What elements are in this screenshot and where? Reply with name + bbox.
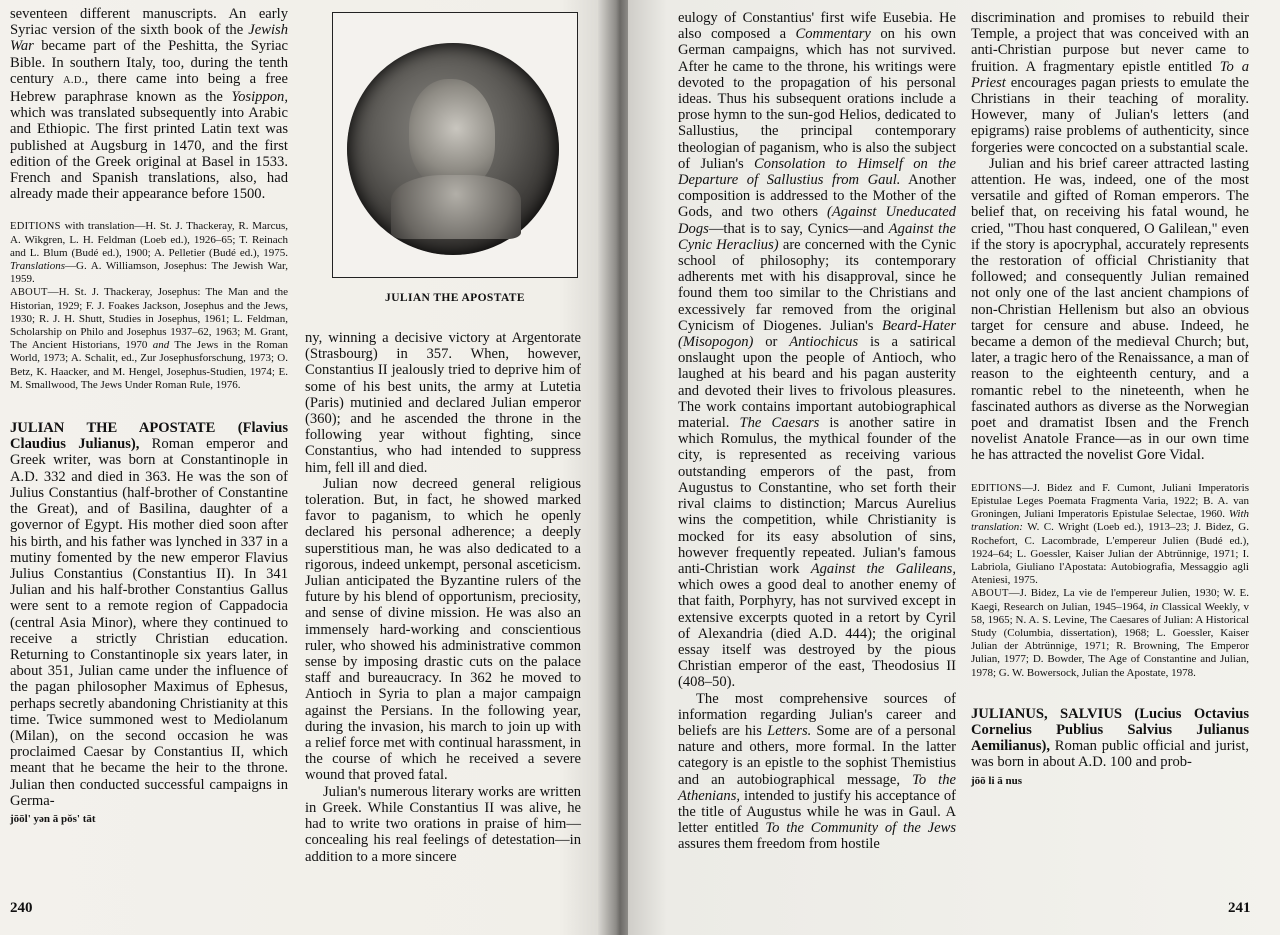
pronunciation: jōō li ā nus — [971, 774, 1023, 787]
paragraph: Julian's numerous literary works are written in Greek. While Constantius II was alive, he had to write two orations in praise of him—concealing his real feelings of detestation—in addition to a more sincere — [305, 783, 581, 865]
right-column-2 — [971, 10, 1249, 789]
paragraph: The most comprehensive sources of information regarding Julian's career and beliefs are his Letters. Some are of a personal nature and others, more formal. In the latter category is an epistle to the sophist Themistius and an autobiographical message, To the Athenians, intended to justify his acceptance of the title of Augustus while he was in Gaul. A letter entitled To the Community of the Jews assures them freedom from hostile — [678, 690, 957, 853]
julian-bibliography — [971, 482, 1249, 680]
coin-frame — [332, 12, 578, 278]
page-number: 240 — [10, 900, 33, 916]
coin-illustration — [332, 12, 578, 322]
paragraph: discrimination and promises to rebuild their Temple, a project that was conceived with an anti-Christian purpose but never came to fruition. A fragmentary epistle entitled To a Priest encourages pagan priests to emulate the Christians in their teaching of morality. However, many of Julian's letters (and epigrams) raise problems of authenticity, since forgeries were concocted on a substantial scale. — [971, 10, 1249, 156]
coin-image — [347, 43, 559, 255]
page-number: 241 — [1228, 900, 1251, 916]
editions-entry: EDITIONS with translation—H. St. J. Thackeray, R. Marcus, A. Wikgren, L. H. Feldman (Loeb ed.), 1926–65; T. Reinach and L. Blum (Budé ed.), 1900; A. Pelletier (Budé ed.), 1975. Translations—G. A. Williamson, Josephus: The Jewish War, 1959. — [10, 220, 288, 286]
about-entry: ABOUT—J. Bidez, La vie de l'empereur Julien, 1930; W. E. Kaegi, Research on Julian, 1945–1964, in Classical Weekly, v 58, 1965; N. A. S. Levine, The Caesares of Julian: A Historical Study (Columbia, dissertation), 1968; L. Goessler, Kaiser Julian der Abtrünnige, 1971; R. Browning, The Emperor Julian, 1977; D. Bowder, The Age of Constantine and Julian, 1978; G. W. Bowersock, Julian the Apostate, 1978. — [971, 587, 1249, 679]
entry-heading: JULIAN THE APOSTATE (Flavius Claudius Julianus), — [10, 420, 288, 453]
paragraph: ny, winning a decisive victory at Argentorate (Strasbourg) in 357. When, however, Constantius II jealously tried to deprive him of some of his best units, the army at Lutetia (Paris) mutinied and declared Julian emperor (360); and he ascended the throne in the following year without fighting, since Constantius, who had intended to suppress him, fell ill and died. — [305, 330, 581, 476]
paragraph: Julian and his brief career attracted lasting attention. He was, indeed, one of the most versatile and gifted of Roman emperors. The belief that, on receiving his fatal wound, he cried, "Thou hast conquered, O Galilean," even if the story is apocryphal, accurately represents the restoration of official Christianity that followed; and consequently Julian remained not only one of the last ancient champions of non-Christian Hellenism but also an obvious target for censure and abuse. Indeed, he became a demon of the medieval Church; but, later, a tragic hero of the Renaissance, a man of reason to the eighteenth century, and a romantic rebel to the nineteenth, when he fascinated authors as diverse as the Norwegian poet and dramatist Ibsen and the French novelist Anatole France—as in our own time he has attracted the novelist Gore Vidal. — [971, 155, 1249, 464]
left-column-2 — [305, 330, 581, 865]
josephus-bibliography — [10, 220, 288, 392]
right-page — [628, 0, 1280, 935]
coin-portrait-head — [409, 79, 495, 189]
pronunciation: jōōl' yən ā pŏs' tāt — [10, 812, 96, 825]
josephus-paragraph: seventeen different manuscripts. An early Syriac version of the sixth book of the Jewish War became part of the Peshitta, the Syriac Bible. In southern Italy, too, during the tenth century A.D., there came into being a free Hebrew paraphrase known as the Yosippon, which was translated subsequently into Arabic and Ethiopic. The first printed Latin text was published at Augsburg in 1470, and the first edition of the Greek original at Basel in 1533. French and Spanish translations, also, had already made their appearance before 1500. — [10, 6, 288, 203]
figure-caption: JULIAN THE APOSTATE — [385, 292, 525, 304]
paragraph: eulogy of Constantius' first wife Eusebia. He also composed a Commentary on his own German campaigns, which has not survived. After he came to the throne, his writings were devoted to the propagation of his personal ideas. Thus his subsequent orations include a prose hymn to the sun-god Helios, dedicated to Sallustius, the principal contemporary theologian of paganism, who is also the subject of Julian's Consolation to Himself on the Departure of Sallustius from Gaul. Another composition is addressed to the Mother of the Gods, and two others (Against Uneducated Dogs—that is to say, Cynics—and Against the Cynic Heraclius) are concerned with the Cynic school of philosophy; its contemporary adherents met with his disapproval, since he found them too similar to the Christians and excessively far removed from the original Cynicism of Diogenes. Julian's Beard-Hater (Misopogon) or Antiochicus is a satirical onslaught upon the people of Antioch, who laughed at his beard and his pagan austerity and devoted their lives to frivolous pleasures. The work contains important autobiographical material. The Caesars is another satire in which Romulus, the mythical founder of the city, is represented as receiving various outstanding emperors of the past, from Augustus to Constantine, who set forth their rival claims to distinction; Marcus Aurelius wins the competition, while Christianity is mocked for its easy absolution of sins, however frequently repeated. Julian's famous anti-Christian work Against the Galileans, which owes a good deal to another enemy of that faith, Porphyry, has not survived except in extensive excerpts quoted in a retort by Cyril of Alexandria (died A.D. 444); the original essay itself was destroyed by the pious Christian emperor of the east, Theodosius II (408–50). — [678, 10, 957, 691]
left-page — [0, 0, 608, 935]
julianus-entry: JULIANUS, SALVIUS (Lucius Octavius Cornelius Publius Salvius Julianus Aemilianus), Roman public official and jurist, was born in about A.D. 100 and prob- — [971, 705, 1249, 771]
entry-heading: JULIANUS, SALVIUS (Lucius Octavius Cornelius Publius Salvius Julianus Aemilianus), — [971, 705, 1249, 755]
paragraph: Julian now decreed general religious toleration. But, in fact, he showed marked favor to paganism, to which he openly declared his personal adherence; a deeply superstitious man, he was also dedicated to a rigorous, indeed unkempt, personal asceticism. Julian anticipated the Byzantine rulers of the future by his blend of opportunism, preciosity, and sense of divine mission. He was also an immensely hard-working and conscientious ruler, who showed his administrative common sense by imposing drastic cuts on the palace staff and bureaucracy. In 362 he moved to Antioch in Syria to plan a major campaign against the Persians. In the following year, during the invasion, his march to join up with a relief force met with continual harassment, in the course of which he received a severe wound that proved fatal. — [305, 475, 581, 784]
right-column-1 — [678, 10, 956, 853]
about-entry: ABOUT—H. St. J. Thackeray, Josephus: The Man and the Historian, 1929; F. J. Foakes Jackson, Josephus and the Jews, 1930; R. J. H. Shutt, Studies in Josephus, 1961; L. Feldman, Scholarship on Philo and Josephus 1937–62, 1963; M. Grant, The Ancient Historians, 1970 and The Jews in the Roman World, 1973; A. Schalit, ed., Zur Josephusforschung, 1973; O. Betz, K. Haacker, and M. Hengel, Josephus-Studien, 1974; E. M. Smallwood, The Jews Under Roman Rule, 1976. — [10, 286, 288, 391]
coin-portrait-bust — [391, 175, 521, 239]
left-column-1 — [10, 6, 288, 827]
julian-entry: JULIAN THE APOSTATE (Flavius Claudius Julianus), Roman emperor and Greek writer, was born at Constantinople in A.D. 332 and died in 363. He was the son of Julius Constantius (half-brother of Constantine the Great), and of Basilina, daughter of a governor of Egypt. His mother died soon after his birth, and his father was lynched in 337 in a mutiny fomented by the new emperor Flavius Julius Constantius (Constantius II). In 341 Julian and his half-brother Constantius Gallus were sent to a remote region of Cappadocia (central Asia Minor), where they continued to receive a strictly Christian education. Returning to Constantinople six years later, in about 351, Julian came under the influence of the pagan philosopher Maximus of Ephesus, perhaps secretly abandoning Christianity at this time. Twice summoned west to Mediolanum (Milan), on the second occasion he was proclaimed Caesar by Constantius II, which meant that he became the heir to the throne. Julian then conducted successful campaigns in Germa- — [10, 420, 288, 809]
editions-entry: EDITIONS—J. Bidez and F. Cumont, Juliani Imperatoris Epistulae Leges Poemata Fragmenta Varia, 1922; B. A. van Groningen, Juliani Imperatoris Epistulae Selectae, 1960. With translation: W. C. Wright (Loeb ed.), 1913–23; J. Bidez, G. Rochefort, C. Lacombrade, L'empereur Julien (Budé ed.), 1924–64; L. Goessler, Kaiser Julian der Abtrünnige, 1971; I. Labriola, Giuliano l'Apostata: Autobiografia, Messaggio agli Ateniesi, 1975. — [971, 481, 1249, 587]
